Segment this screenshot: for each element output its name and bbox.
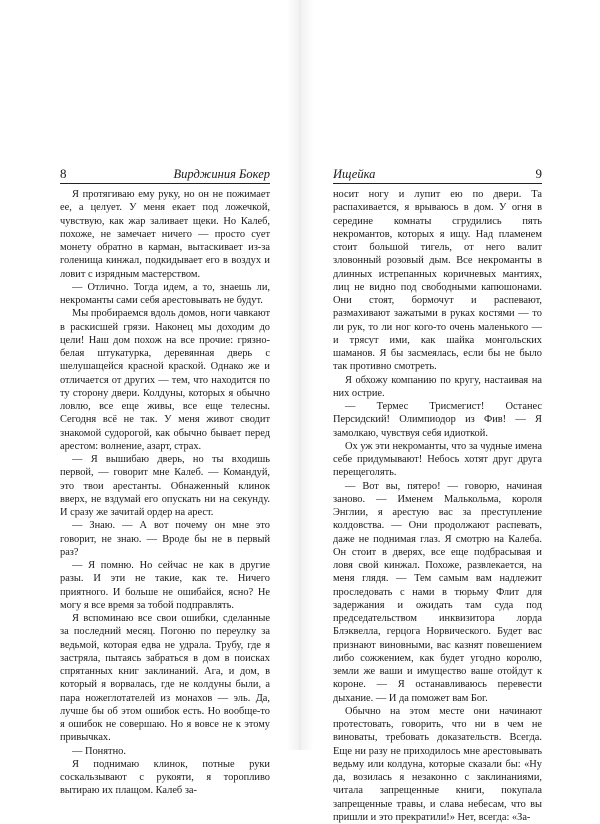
paragraph: — Знаю. — А вот почему он мне это говорит, не знаю. — Вроде бы не в первый раз? [60,520,270,558]
paragraph: — Я помню. Но сейчас не как в другие разы. И эти не такие, как те. Ничего приятного. И больше не ошибайся, ясно? Не могу я все время за тобой подправлять. [60,560,270,611]
paragraph: Я обхожу компанию по кругу, настаивая на них острие. [333,374,542,399]
right-page [300,0,600,823]
running-head-title: Ищейка [333,167,376,181]
paragraph: — Термес Трисмегист! Останес Персидский! Олимпиодор из Фив! — Я замолкаю, чувствуя себя идиоткой. [333,401,542,439]
paragraph: Обычно на этом месте они начинают протестовать, говорить, что ни в чем не виноваты, требовать доказательств. Всегда. Еще ни разу не приходилось мне арестовывать ведьму или колдуна, которые сказали бы: «Ну да, возилась я незаконно с заклинаниями, читала запрещенные книги, покупала запрещенные травы, и слава небесам, что вы пришли и это прекратили!» Нет, всегда: «За- [333,705,542,823]
paragraph: Я поднимаю клинок, потные руки соскальзывают с рукояти, я торопливо вытираю их плащом. Калеб за- [60,758,270,797]
paragraph: носит ногу и лупит ею по двери. Та распахивается, я врываюсь в дом. У огня в середине комнаты сгрудились пять некромантов, которых я ищу. Над пламенем стоит большой тигель, от него валит зловонный розовый дым. Все некроманты в длинных истрепанных коричневых мантиях, лиц не видно под свободными капюшонами. Они стоят, бормочут и распевают, размахивают зажатыми в руках костями — то ли рук, то ли ног кого-то очень маленького — и трясут ими, как шайка монгольских шаманов. Я бы засмеялась, если бы не было так противно смотреть. [333,189,542,373]
paragraph: — Вот вы, пятеро! — говорю, начиная заново. — Именем Малькольма, короля Энглии, я арестую вас за преступление колдовства. — Они продолжают распевать, даже не поднимая глаз. Я смотрю на Калеба. Он стоит в дверях, все еще подбрасывая и ловя свой кинжал. Похоже, развлекается, на меня глядя. — Тем самым вам надлежит проследовать с нами в тюрьму Флит для задержания и ожидать там суда под председательством инквизитора лорда Блэквелла, герцога Норвического. Будет вас признают виновными, вас казнят повешением либо сожжением, как будет угодно королю, земли же ваши и имущество ваше отойдут к короне. — Я останавливаюсь перевести дыхание. — И да поможет вам Бог. [333,480,542,704]
page-number: 9 [535,166,542,181]
paragraph: — Я вышибаю дверь, но ты входишь первой, — говорит мне Калеб. — Командуй, это твои арестанты. Обнаженный клинок вверх, не вздумай его опускать ни на секунду. И сразу же зачитай ордер на арест. [60,454,270,518]
left-page-body [60,188,270,798]
paragraph: Я протягиваю ему руку, но он не пожимает ее, а целует. У меня екает под ложечкой, чувствую, как жар заливает щеки. Но Калеб, похоже, не замечает ничего — просто сует монету обратно в карман, вытаскивает из-за голенища кинжал, подкидывает его в воздух и ловит с изрядным мастерством. [60,189,270,280]
paragraph: — Понятно. [72,745,126,757]
page-number: 8 [60,166,67,181]
left-page [0,0,300,797]
left-page-header [60,165,270,184]
paragraph: — Отлично. Тогда идем, а то, знаешь ли, некроманты сами себя арестовывать не будут. [60,281,270,306]
paragraph: Мы пробираемся вдоль домов, ноги чавкают в раскисшей грязи. Наконец мы доходим до цели! Наш дом похож на все прочие: грязно-белая штукатурка, деревянная дверь с шелушащейся красной краской. Однако же и отличается от других — тем, что находится по ту сторону двери. Колдуны, которых я обычно ловлю, все еще живы, все еще телесны. Сегодня всё не так. У меня живот сводит знакомой судорогой, как обычно бывает перед арестом: волнение, азарт, страх. [60,308,270,452]
running-head-author: Вирджиния Бокер [173,167,270,181]
paragraph: Я вспоминаю все свои ошибки, сделанные за последний месяц. Погоню по переулку за ведьмой, которая едва не удрала. Трубу, где я застряла, пытаясь забраться в дом в поисках спрятанных книг заклинаний. Ага, и дом, в который я ворвалась, где не колдуны были, а пара ножеглотателей из монахов — эль. Да, лучше бы об этом ошибок есть. Но вообще-то я ошибок не совершаю. Но я вовсе не к этому привычках. [60,613,270,744]
right-page-body [333,188,542,824]
right-page-header [333,165,542,184]
paragraph: Ох уж эти некроманты, что за чудные имена себе придумывают! Небось хотят друг друга перещеголять. [333,440,542,479]
